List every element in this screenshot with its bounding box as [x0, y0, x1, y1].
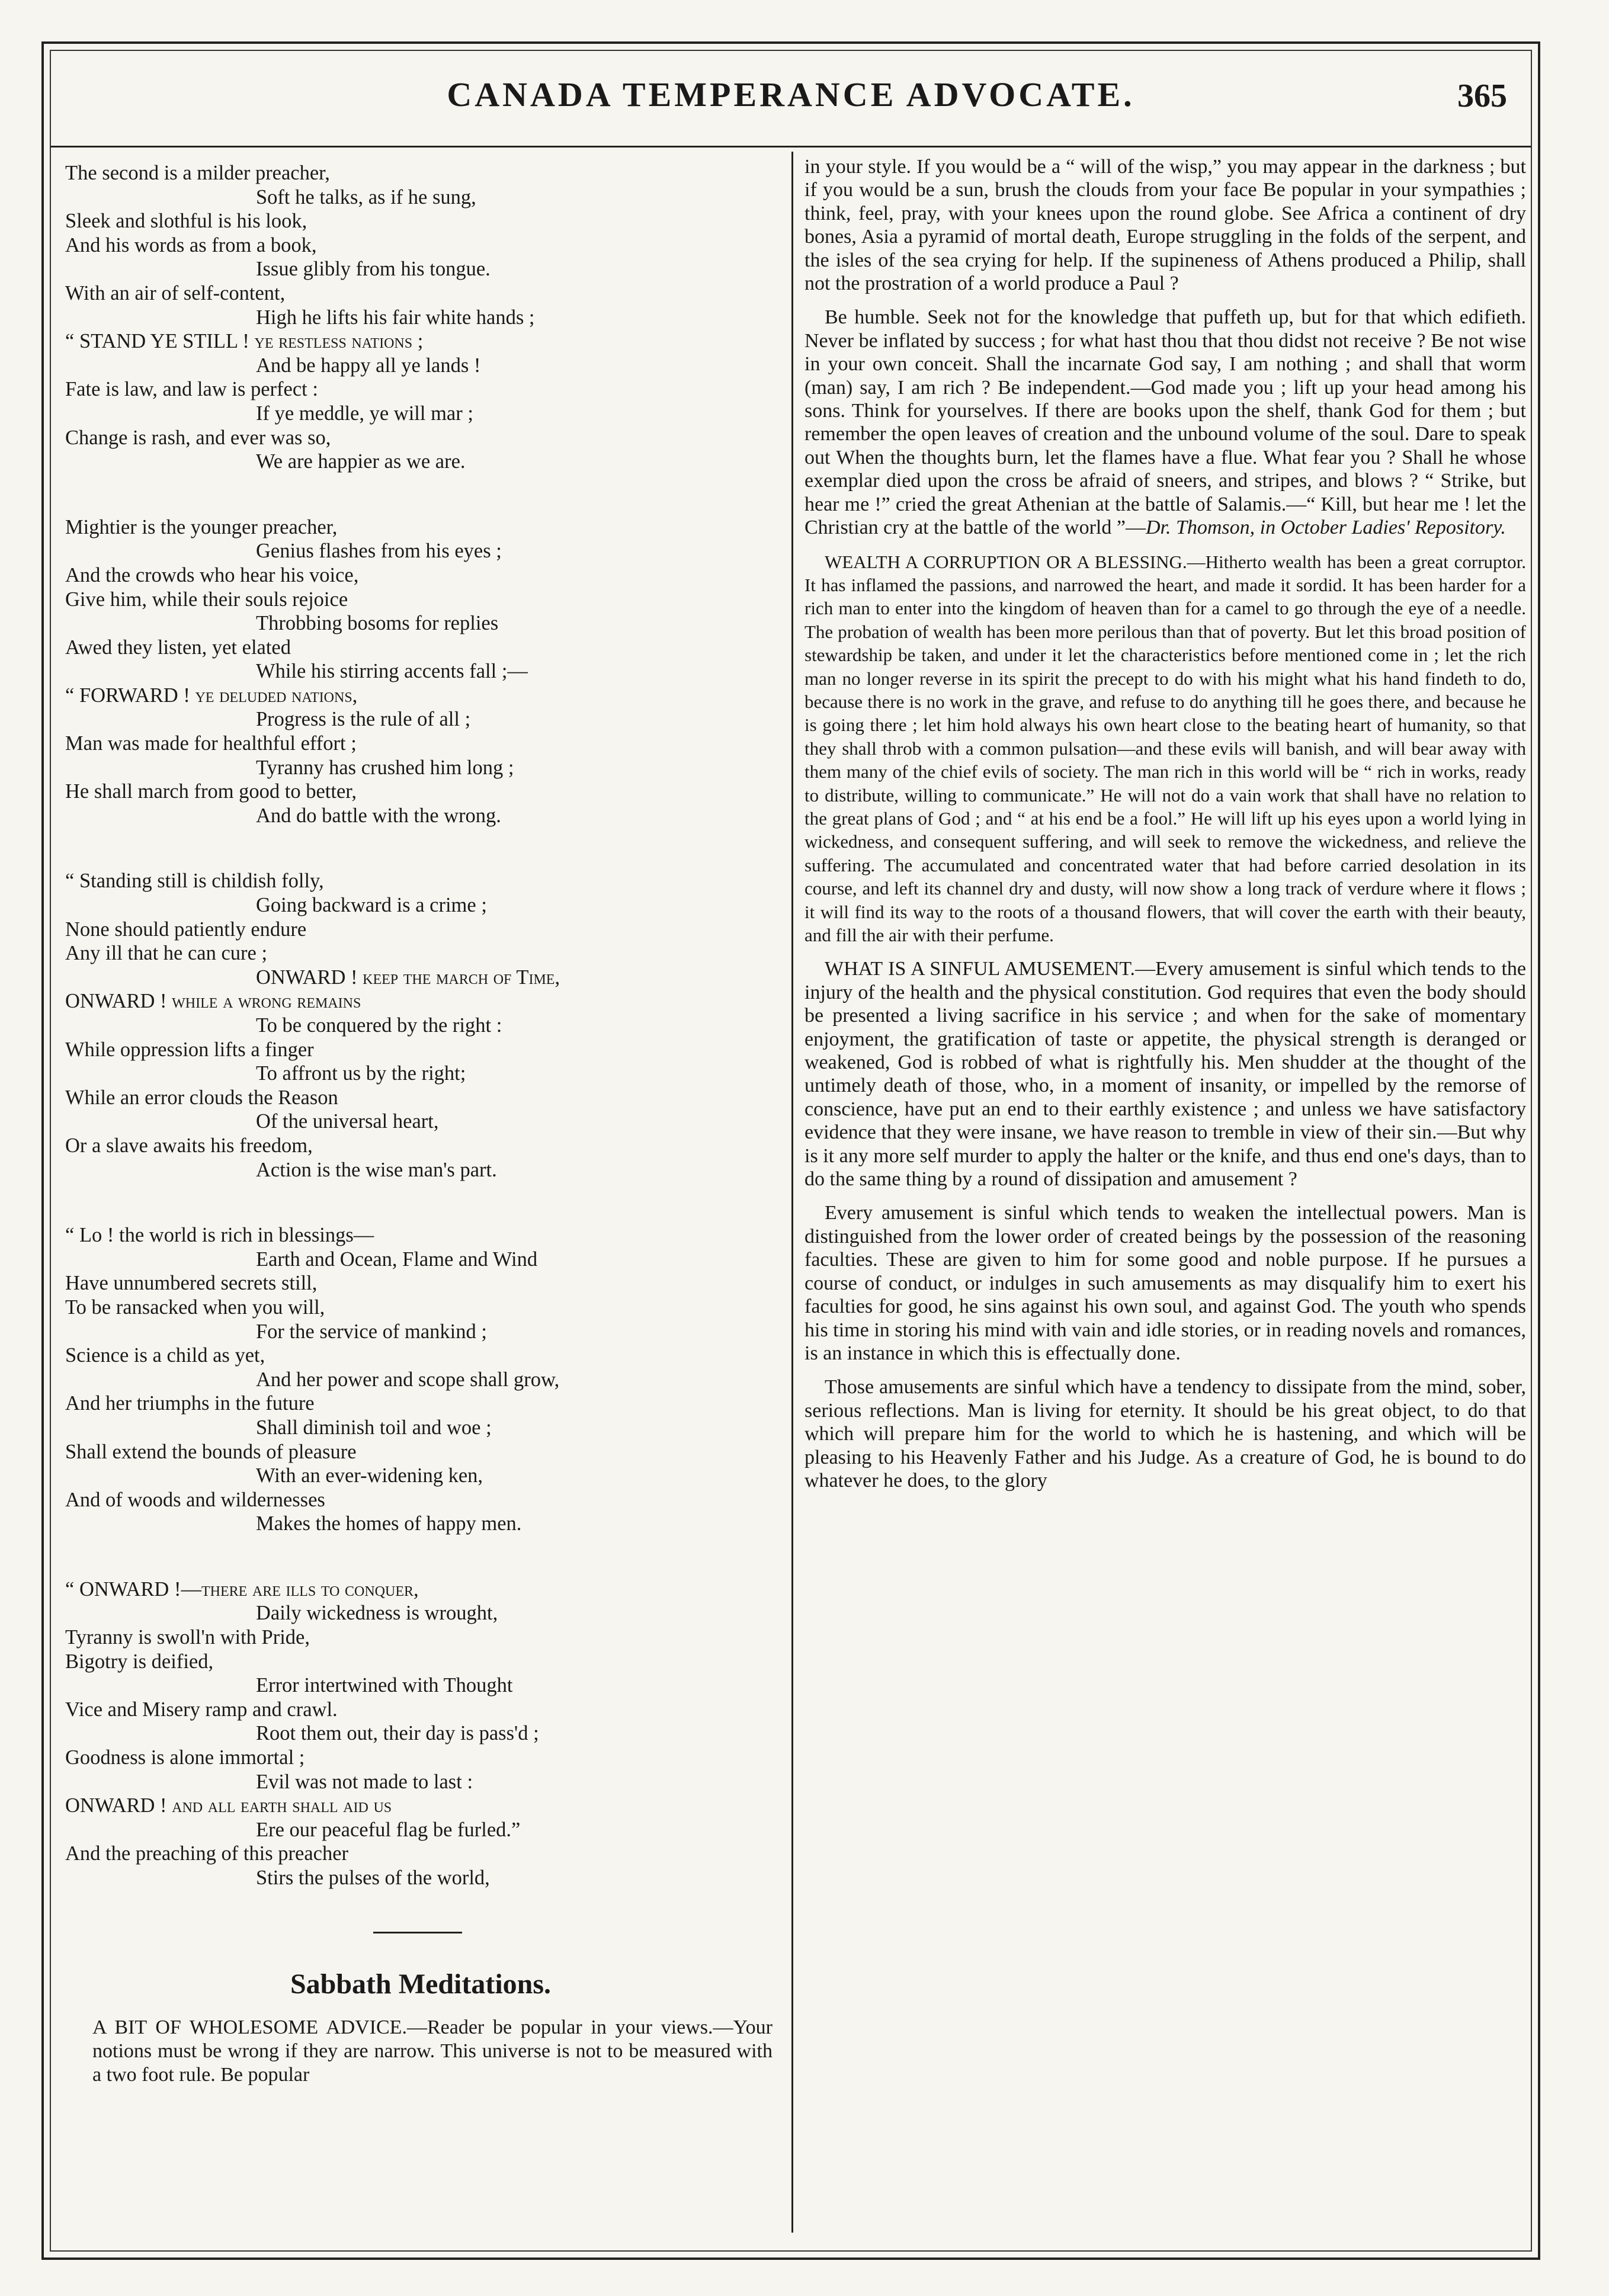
poem-line: Action is the wise man's part.: [256, 1158, 497, 1181]
poem-line: Have unnumbered secrets still,: [65, 1272, 318, 1295]
poem-line: Bigotry is deified,: [65, 1650, 214, 1673]
poem-line: Science is a child as yet,: [65, 1344, 265, 1367]
poem-line: “ FORWARD ! ye deluded nations,: [65, 684, 358, 707]
poem: [65, 161, 776, 1890]
paragraph-text: —Every amusement is sinful which tends to the injury of the health and the physical constitution. God requires that even the body should be presented a living sacrifice in his service ; and when for the sake of momentary enjoyment, the gratification of taste or appetite, the physical strength is deranged or weakened, God is robbed of what is rightfully his. Men shudder at the thought of the untimely death of those, who, in a moment of insanity, or impelled by the remorse of conscience, have put an end to their earthly existence ; and unless we have satisfactory evidence that they were insane, we have reason to tremble in view of their sin.—But why is it any more self murder to apply the halter or the knife, and thus end one's days, than to do the same thing by a round of dissipation and amusement ?: [804, 958, 1526, 1191]
page-inner-frame: [50, 50, 1532, 2252]
poem-line: And her power and scope shall grow,: [256, 1368, 560, 1391]
poem-line: To be ransacked when you will,: [65, 1295, 325, 1319]
poem-line: And the crowds who hear his voice,: [65, 563, 359, 586]
poem-line: If ye meddle, ye will mar ;: [256, 402, 473, 425]
poem-stanza: [65, 161, 776, 474]
paragraph-text: Be humble. Seek not for the knowledge that puffeth up, but for that which edifieth. Never be inflated by success ; for what hast thou that thou didst not receive ? Be not wise in your own conceit. Shall the incarnate God say, I am nothing ; and shall that worm (man) say, I am rich ? Be independent.—God made you ; lift up your head among his sons. Think for yourselves. If there are books upon the shelf, thank God for them ; but remember the open leaves of creation and the unbound volume of the soul. Dare to speak out When the thoughts burn, let the flames have a flue. What fear you ? Shall he whose exemplar died upon the cross be afraid of sneers, and stripes, and blows ? “ Strike, but hear me !” cried the great Athenian at the battle of Salamis.—“ Kill, but hear me ! let the Christian cry at the battle of the world ”—: [804, 306, 1526, 539]
poem-end-rule: [373, 1932, 462, 1933]
paragraph-sinful-amusement: [804, 957, 1526, 1191]
poem-line: And his words as from a book,: [65, 233, 317, 256]
poem-line: Makes the homes of happy men.: [256, 1512, 522, 1535]
page-frame: [41, 41, 1540, 2260]
paragraph-be-humble: [804, 306, 1526, 539]
left-column: [65, 155, 776, 2227]
poem-line: Any ill that he can cure ;: [65, 942, 268, 965]
poem-line: Of the universal heart,: [256, 1110, 439, 1133]
poem-line: Issue glibly from his tongue.: [256, 258, 491, 281]
paragraph-heading: WEALTH A CORRUPTION OR A BLESSING.: [825, 551, 1187, 572]
poem-line: Genius flashes from his eyes ;: [256, 540, 502, 563]
poem-line: Awed they listen, yet elated: [65, 636, 291, 659]
poem-line: Daily wickedness is wrought,: [256, 1602, 498, 1625]
poem-line: And her triumphs in the future: [65, 1392, 315, 1415]
paragraph-intellectual-powers: Every amusement is sinful which tends to weaken the intellectual powers. Man is distinguished from the lower order of created beings by the possession of the reasoning faculties. These are given to him for some good and noble purpose. If he pursues a course of conduct, or indulges in such amusements as may disqualify him to exert his faculties for good, he sins against his own soul, and against God. The youth who spends his time in storing his mind with vain and idle stories, or in reading novels and romances, is an instance in which this is effectually done.: [804, 1202, 1526, 1364]
poem-line: Going backward is a crime ;: [256, 894, 487, 917]
paragraph-serious-reflections: Those amusements are sinful which have a tendency to dissipate from the mind, sober, serious reflections. Man is living for eternity. It should be his great object, to do that which will prepare him for the world to which he is hastening, and which will be pleasing to his Heavenly Father and his Judge. As a creature of God, he is bound to do whatever he does, to the glory: [804, 1376, 1526, 1492]
poem-line: Vice and Misery ramp and crawl.: [65, 1698, 338, 1721]
paragraph-heading: A BIT OF WHOLESOME ADVICE.: [92, 2016, 407, 2038]
poem-line: Stirs the pulses of the world,: [256, 1867, 490, 1889]
poem-line: And the preaching of this preacher: [65, 1842, 349, 1865]
running-header: [51, 51, 1531, 147]
masthead-title: CANADA TEMPERANCE ADVOCATE.: [447, 75, 1135, 114]
poem-line: And do battle with the wrong.: [256, 804, 501, 827]
section-heading: Sabbath Meditations.: [290, 1968, 552, 2000]
poem-line: Fate is law, and law is perfect :: [65, 378, 318, 401]
poem-line: ONWARD ! while a wrong remains: [65, 990, 361, 1013]
poem-line: “ Lo ! the world is rich in blessings—: [65, 1224, 374, 1247]
poem-stanza: [65, 1223, 776, 1536]
poem-line: Root them out, their day is pass'd ;: [256, 1722, 539, 1745]
poem-line: Ere our peaceful flag be furled.”: [256, 1818, 521, 1841]
paragraph-popular-style: in your style. If you would be a “ will of the wisp,” you may appear in the darkness ; but if you would be a sun, brush the clouds from your face Be popular in your sympathies ; think, feel, pray, with your knees upon the round globe. See Africa a continent of dry bones, Asia a pyramid of mortal death, Europe struggling in the folds of the serpent, and the isles of the sea crying for help. If the supineness of Athens produced a Philip, shall not the prostration of a world produce a Paul ?: [804, 156, 1526, 295]
wholesome-advice-paragraph: [65, 2016, 776, 2087]
poem-line: Or a slave awaits his freedom,: [65, 1134, 313, 1157]
poem-line: Evil was not made to last :: [256, 1770, 473, 1793]
poem-stanza: [65, 1577, 776, 1890]
poem-line: Sleek and slothful is his look,: [65, 210, 307, 233]
poem-line: “ Standing still is childish folly,: [65, 870, 324, 893]
column-divider: [791, 152, 793, 2233]
poem-line: High he lifts his fair white hands ;: [256, 306, 535, 329]
poem-stanza: [65, 515, 776, 828]
poem-line: While his stirring accents fall ;—: [256, 660, 528, 683]
poem-line: Soft he talks, as if he sung,: [256, 185, 476, 209]
right-column: [804, 155, 1526, 2227]
poem-line: ONWARD ! keep the march of Time,: [256, 966, 560, 989]
poem-line: Earth and Ocean, Flame and Wind: [256, 1248, 538, 1271]
poem-line: Error intertwined with Thought: [256, 1674, 513, 1697]
poem-line: For the service of mankind ;: [256, 1320, 487, 1343]
poem-line: “ STAND YE STILL ! ye restless nations ;: [65, 330, 424, 353]
poem-line: While an error clouds the Reason: [65, 1086, 338, 1109]
poem-line: To affront us by the right;: [256, 1062, 466, 1085]
poem-line: He shall march from good to better,: [65, 780, 357, 803]
poem-line: To be conquered by the right :: [256, 1014, 502, 1037]
poem-line: Shall diminish toil and woe ;: [256, 1416, 492, 1439]
poem-line: ONWARD ! and all earth shall aid us: [65, 1794, 392, 1817]
paragraph-heading: WHAT IS A SINFUL AMUSEMENT.: [825, 958, 1136, 980]
poem-line: Mightier is the younger preacher,: [65, 515, 338, 538]
paragraph-text: —Hitherto wealth has been a great corruptor. It has inflamed the passions, and narrowed the heart, and made it sordid. It has been harder for a rich man to enter into the kingdom of heaven than for a camel to go through the eye of a needle. The probation of wealth has been more perilous than that of poverty. But let this broad position of stewardship be taken, and under it let the characteristics before mentioned come in ; let the rich man no longer reverse in its spirit the precept to do with his might what his hand findeth to do, because there is no work in the grave, and refuse to do anything till he goes there, and because he is going there ; let him hold always his own heart close to the beating heart of humanity, so that they shall throb with a common pulsation—and these evils will banish, and will bear away with them many of the chief evils of society. The man rich in this world will be “ rich in works, ready to distribute, willing to communicate.” He will not do a vain work that shall have no relation to the great plans of God ; and “ at his end be a fool.” He will lift up his eyes upon a world lying in wickedness, and consequent suffering, and will seek to remove the wickedness, and relieve the suffering. The accumulated and concentrated water that had before carried desolation in its course, and left its channel dry and dusty, will now show a long track of verdure where it flows ; it will find its way to the roots of a thousand flowers, that will cover the earth with their beauty, and fill the air with their perfume.: [804, 551, 1526, 945]
poem-line: Tyranny has crushed him long ;: [256, 756, 514, 779]
poem-stanza: [65, 869, 776, 1182]
poem-line: Man was made for healthful effort ;: [65, 732, 357, 755]
poem-line: “ ONWARD !—there are ills to conquer,: [65, 1577, 419, 1601]
poem-line: Shall extend the bounds of pleasure: [65, 1440, 357, 1463]
poem-line: And of woods and wildernesses: [65, 1488, 325, 1511]
poem-line: Change is rash, and ever was so,: [65, 426, 331, 449]
paragraph-attribution: Dr. Thomson, in October Ladies' Repository.: [1145, 517, 1506, 539]
poem-line: While oppression lifts a finger: [65, 1038, 314, 1061]
poem-line: The second is a milder preacher,: [65, 162, 330, 184]
poem-line: Give him, while their souls rejoice: [65, 588, 348, 611]
page-number: 365: [1457, 78, 1507, 114]
paragraph-text: —Reader be popular in your views.—Your notions must be wrong if they are narrow. This universe is not to be measured with a two foot rule. Be popular: [92, 2016, 773, 2086]
poem-line: None should patiently endure: [65, 918, 307, 941]
paragraph-wealth: [804, 550, 1526, 947]
poem-line: And be happy all ye lands !: [256, 354, 481, 377]
poem-line: Goodness is alone immortal ;: [65, 1746, 305, 1769]
poem-line: We are happier as we are.: [256, 450, 466, 473]
poem-line: With an ever-widening ken,: [256, 1464, 483, 1487]
poem-line: Throbbing bosoms for replies: [256, 612, 499, 635]
poem-line: With an air of self-content,: [65, 281, 286, 304]
poem-line: Tyranny is swoll'n with Pride,: [65, 1626, 310, 1649]
poem-line: Progress is the rule of all ;: [256, 708, 471, 731]
